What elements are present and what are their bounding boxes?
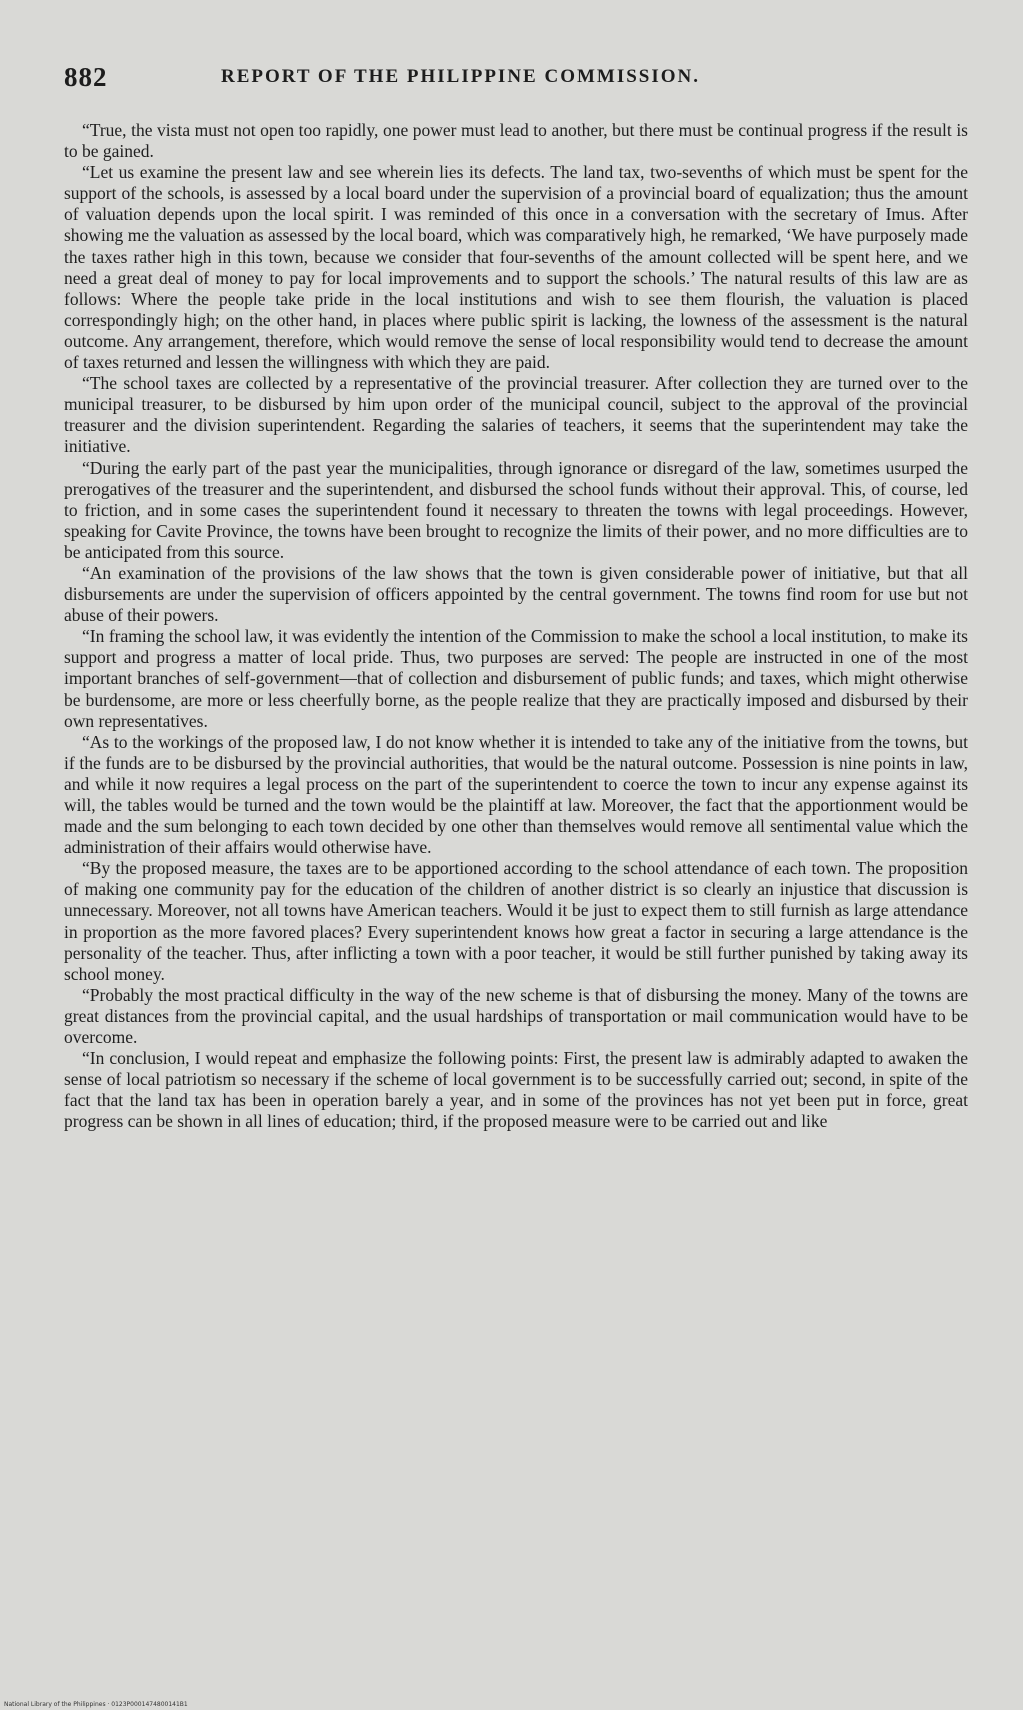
paragraph: “By the proposed measure, the taxes are to be apportioned according to the school attendance of each town. The proposition of making one community pay for the education of the children of another district is so clearly an injustice that discussion is unnecessary. Moreover, not all towns have American teachers. Would it be just to expect them to still furnish as large attendance in proportion as the more favored places? Every superintendent knows how great a factor in securing a large attendance is the personality of the teacher. Thus, after inflicting a town with a poor teacher, it would be still further punished by taking away its school money. bbox=[64, 858, 968, 984]
paragraph: “During the early part of the past year the municipalities, through ignorance or disregard of the law, sometimes usurped the prerogatives of the treasurer and the superintendent, and disbursed the school funds without their approval. This, of course, led to friction, and in some cases the superintendent found it necessary to threaten the towns with legal proceedings. However, speaking for Cavite Province, the towns have been brought to recognize the limits of their power, and no more difficulties are to be anticipated from this source. bbox=[64, 457, 968, 562]
running-head: REPORT OF THE PHILIPPINE COMMISSION. bbox=[221, 66, 701, 87]
page-header bbox=[64, 62, 984, 102]
scan-footer: National Library of the Philippines · 0123P0001474800141B1 bbox=[4, 1701, 188, 1708]
paragraph: “Probably the most practical difficulty in the way of the new scheme is that of disbursing the money. Many of the towns are great distances from the provincial capital, and the usual hardships of transportation or mail communication would have to be overcome. bbox=[64, 984, 968, 1048]
paragraph: “True, the vista must not open too rapidly, one power must lead to another, but there must be continual progress if the result is to be gained. bbox=[64, 120, 968, 162]
paragraph: “As to the workings of the proposed law, I do not know whether it is intended to take any of the initiative from the towns, but if the funds are to be disbursed by the provincial authorities, that would be the natural outcome. Possession is nine points in law, and while it now requires a legal process on the part of the superintendent to coerce the town to incur any expense against its will, the tables would be turned and the town would be the plaintiff at law. Moreover, the fact that the apportionment would be made and the sum belonging to each town decided by one other than themselves would remove all sentimental value which the administration of their affairs would otherwise have. bbox=[64, 731, 968, 858]
paragraph: “In conclusion, I would repeat and emphasize the following points: First, the present law is admirably adapted to awaken the sense of local patriotism so necessary if the scheme of local government is to be successfully carried out; second, in spite of the fact that the land tax has been in operation barely a year, and in some of the provinces has not yet been put in force, great progress can be shown in all lines of education; third, if the proposed measure were to be carried out and like bbox=[64, 1048, 968, 1132]
paragraph: “In framing the school law, it was evidently the intention of the Commission to make the school a local institution, to make its support and progress a matter of local pride. Thus, two purposes are served: The people are instructed in one of the most important branches of self-government—that of collection and disbursement of public funds; and taxes, which might otherwise be burdensome, are more or less cheerfully borne, as the people realize that they are practically imposed and disbursed by their own representatives. bbox=[64, 626, 968, 731]
page-number: 882 bbox=[64, 62, 108, 92]
paragraph: “The school taxes are collected by a representative of the provincial treasurer. After collection they are turned over to the municipal treasurer, to be disbursed by him upon order of the municipal council, subject to the approval of the provincial treasurer and the division superintendent. Regarding the salaries of teachers, it seems that the superintendent may take the initiative. bbox=[64, 373, 968, 457]
body-text bbox=[64, 120, 968, 1133]
paragraph: “An examination of the provisions of the law shows that the town is given considerable power of initiative, but that all disbursements are under the supervision of officers appointed by the central government. The towns find room for use but not abuse of their powers. bbox=[64, 562, 968, 626]
paragraph: “Let us examine the present law and see wherein lies its defects. The land tax, two-sevenths of which must be spent for the support of the schools, is assessed by a local board under the supervision of a provincial board of equalization; thus the amount of valuation depends upon the local spirit. I was reminded of this once in a conversation with the secretary of Imus. After showing me the valuation as assessed by the local board, which was comparatively high, he remarked, ‘We have purposely made the taxes rather high in this town, because we consider that four-sevenths of the amount collected will be spent here, and we need a great deal of money to pay for local improvements and to support the schools.’ The natural results of this law are as follows: Where the people take pride in the local institutions and wish to see them flourish, the valuation is placed correspondingly high; on the other hand, in places where public spirit is lacking, the lowness of the assessment is the natural outcome. Any arrangement, therefore, which would remove the sense of local responsibility would tend to decrease the amount of taxes returned and lessen the willingness with which they are paid. bbox=[64, 162, 968, 373]
